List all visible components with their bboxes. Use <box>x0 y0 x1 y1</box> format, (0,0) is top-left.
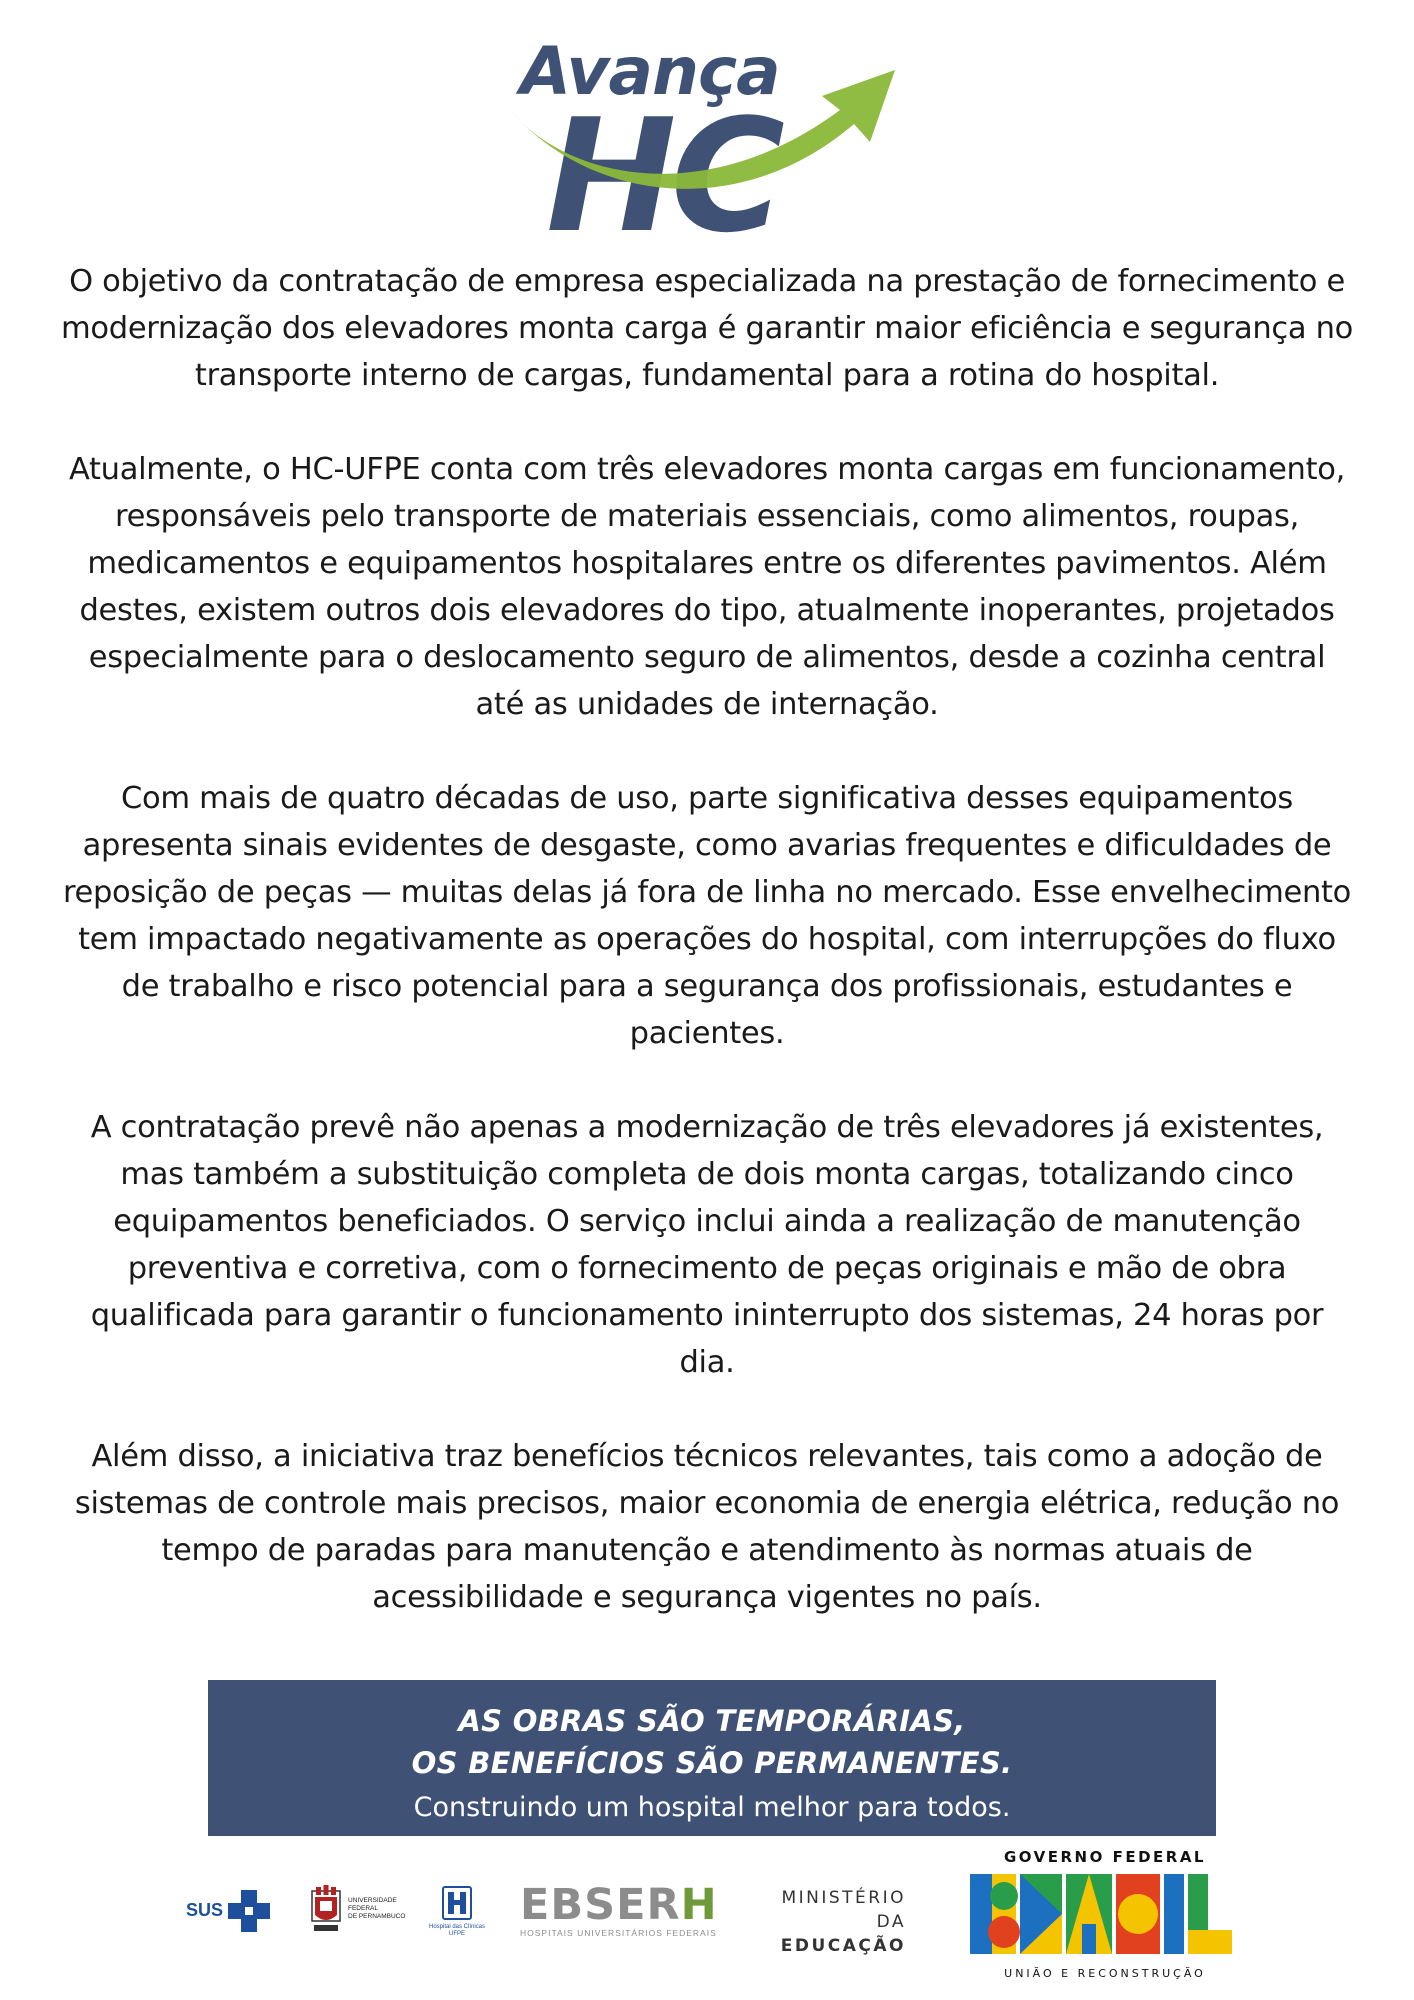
paragraph-2: Atualmente, o HC-UFPE conta com três elevadores monta cargas em funcionamento, responsáveis pelo transporte de materiais essenciais, como alimentos, roupas, medicamentos e equipamentos hospitalares entre os diferentes pavimentos. Além destes, existem outros dois elevadores do tipo, atualmente inoperantes, projetados especialmente para o deslocamento seguro de alimentos, desde a cozinha central até as unidades de internação. <box>69 452 1345 722</box>
ufpe-text <box>348 1897 405 1921</box>
hc-line-1: Hospital das Clínicas <box>428 1924 486 1930</box>
paragraph-3: Com mais de quatro décadas de uso, parte significativa desses equipamentos apresenta sinais evidentes de desgaste, como avarias frequentes e dificuldades de reposição de peças — muitas delas já fora de linha no mercado. Esse envelhecimento tem impactado negativamente as operações do hospital, com interrupções do fluxo de trabalho e risco potencial para a segurança dos profissionais, estudantes e pacientes. <box>62 781 1352 1051</box>
mec-line-1: MINISTÉRIO DA <box>781 1888 906 1932</box>
paragraph-1: O objetivo da contratação de empresa especializada na prestação de fornecimento e modernização dos elevadores monta carga é garantir maior eficiência e segurança no transporte interno de cargas, fundamental para a rotina do hospital. <box>60 264 1354 393</box>
banner-line-3: Construindo um hospital melhor para todos. <box>413 1792 1011 1823</box>
hc-text <box>426 1924 488 1938</box>
ebserh-prefix: EBSER <box>520 1880 681 1930</box>
hc-line-2: UFPE <box>448 1931 465 1937</box>
logo-word-top: Avança <box>520 33 780 110</box>
ebserh-wordmark <box>520 1880 720 1930</box>
brasil-mosaic-wordmark <box>970 1874 1232 1954</box>
sus-label: SUS <box>186 1900 224 1920</box>
ebserh-subtitle: HOSPITAIS UNIVERSITÁRIOS FEDERAIS <box>520 1928 717 1938</box>
slogan-banner <box>208 1680 1216 1836</box>
ebserh-logo <box>520 1880 720 1940</box>
ebserh-h: H <box>680 1880 718 1930</box>
logo-word-main: HC <box>546 85 780 242</box>
governo-federal-logo <box>970 1848 1240 1990</box>
gov-top-text: GOVERNO FEDERAL <box>1003 1848 1206 1866</box>
avanca-hc-logo <box>500 32 920 242</box>
sus-logo <box>186 1886 276 1936</box>
mec-line-2: EDUCAÇÃO <box>780 1936 906 1956</box>
banner-line-2: OS BENEFÍCIOS SÃO PERMANENTES. <box>411 1746 1013 1780</box>
banner-line-1: AS OBRAS SÃO TEMPORÁRIAS, <box>458 1704 966 1738</box>
hc-ufpe-logo <box>426 1886 488 1946</box>
ufpe-line-3: DE PERNAMBUCO <box>348 1913 406 1920</box>
hc-building-icon <box>442 1886 472 1920</box>
article-body <box>60 258 1354 1668</box>
sus-cross-icon <box>226 1888 272 1934</box>
avanca-hc-logo-graphic <box>500 32 920 242</box>
ufpe-line-2: FEDERAL <box>348 1905 378 1912</box>
paragraph-4: A contratação prevê não apenas a modernização de três elevadores já existentes, mas também a substituição completa de dois monta cargas, totalizando cinco equipamentos beneficiados. O serviço inclui ainda a realização de manutenção preventiva e corretiva, com o fornecimento de peças originais e mão de obra qualificada para garantir o funcionamento ininterrupto dos sistemas, 24 horas por dia. <box>90 1110 1324 1380</box>
paragraph-5: Além disso, a iniciativa traz benefícios técnicos relevantes, tais como a adoção de sistemas de controle mais precisos, maior economia de energia elétrica, redução no tempo de paradas para manutenção e atendimento às normas atuais de acessibilidade e segurança vigentes no país. <box>74 1439 1340 1615</box>
ministerio-educacao-logo <box>756 1886 906 1956</box>
ufpe-logo <box>310 1885 420 1941</box>
ufpe-crest-icon <box>310 1885 342 1935</box>
ufpe-line-1: UNIVERSIDADE <box>348 1897 397 1904</box>
gov-bottom-text: UNIÃO E RECONSTRUÇÃO <box>1004 1967 1206 1980</box>
